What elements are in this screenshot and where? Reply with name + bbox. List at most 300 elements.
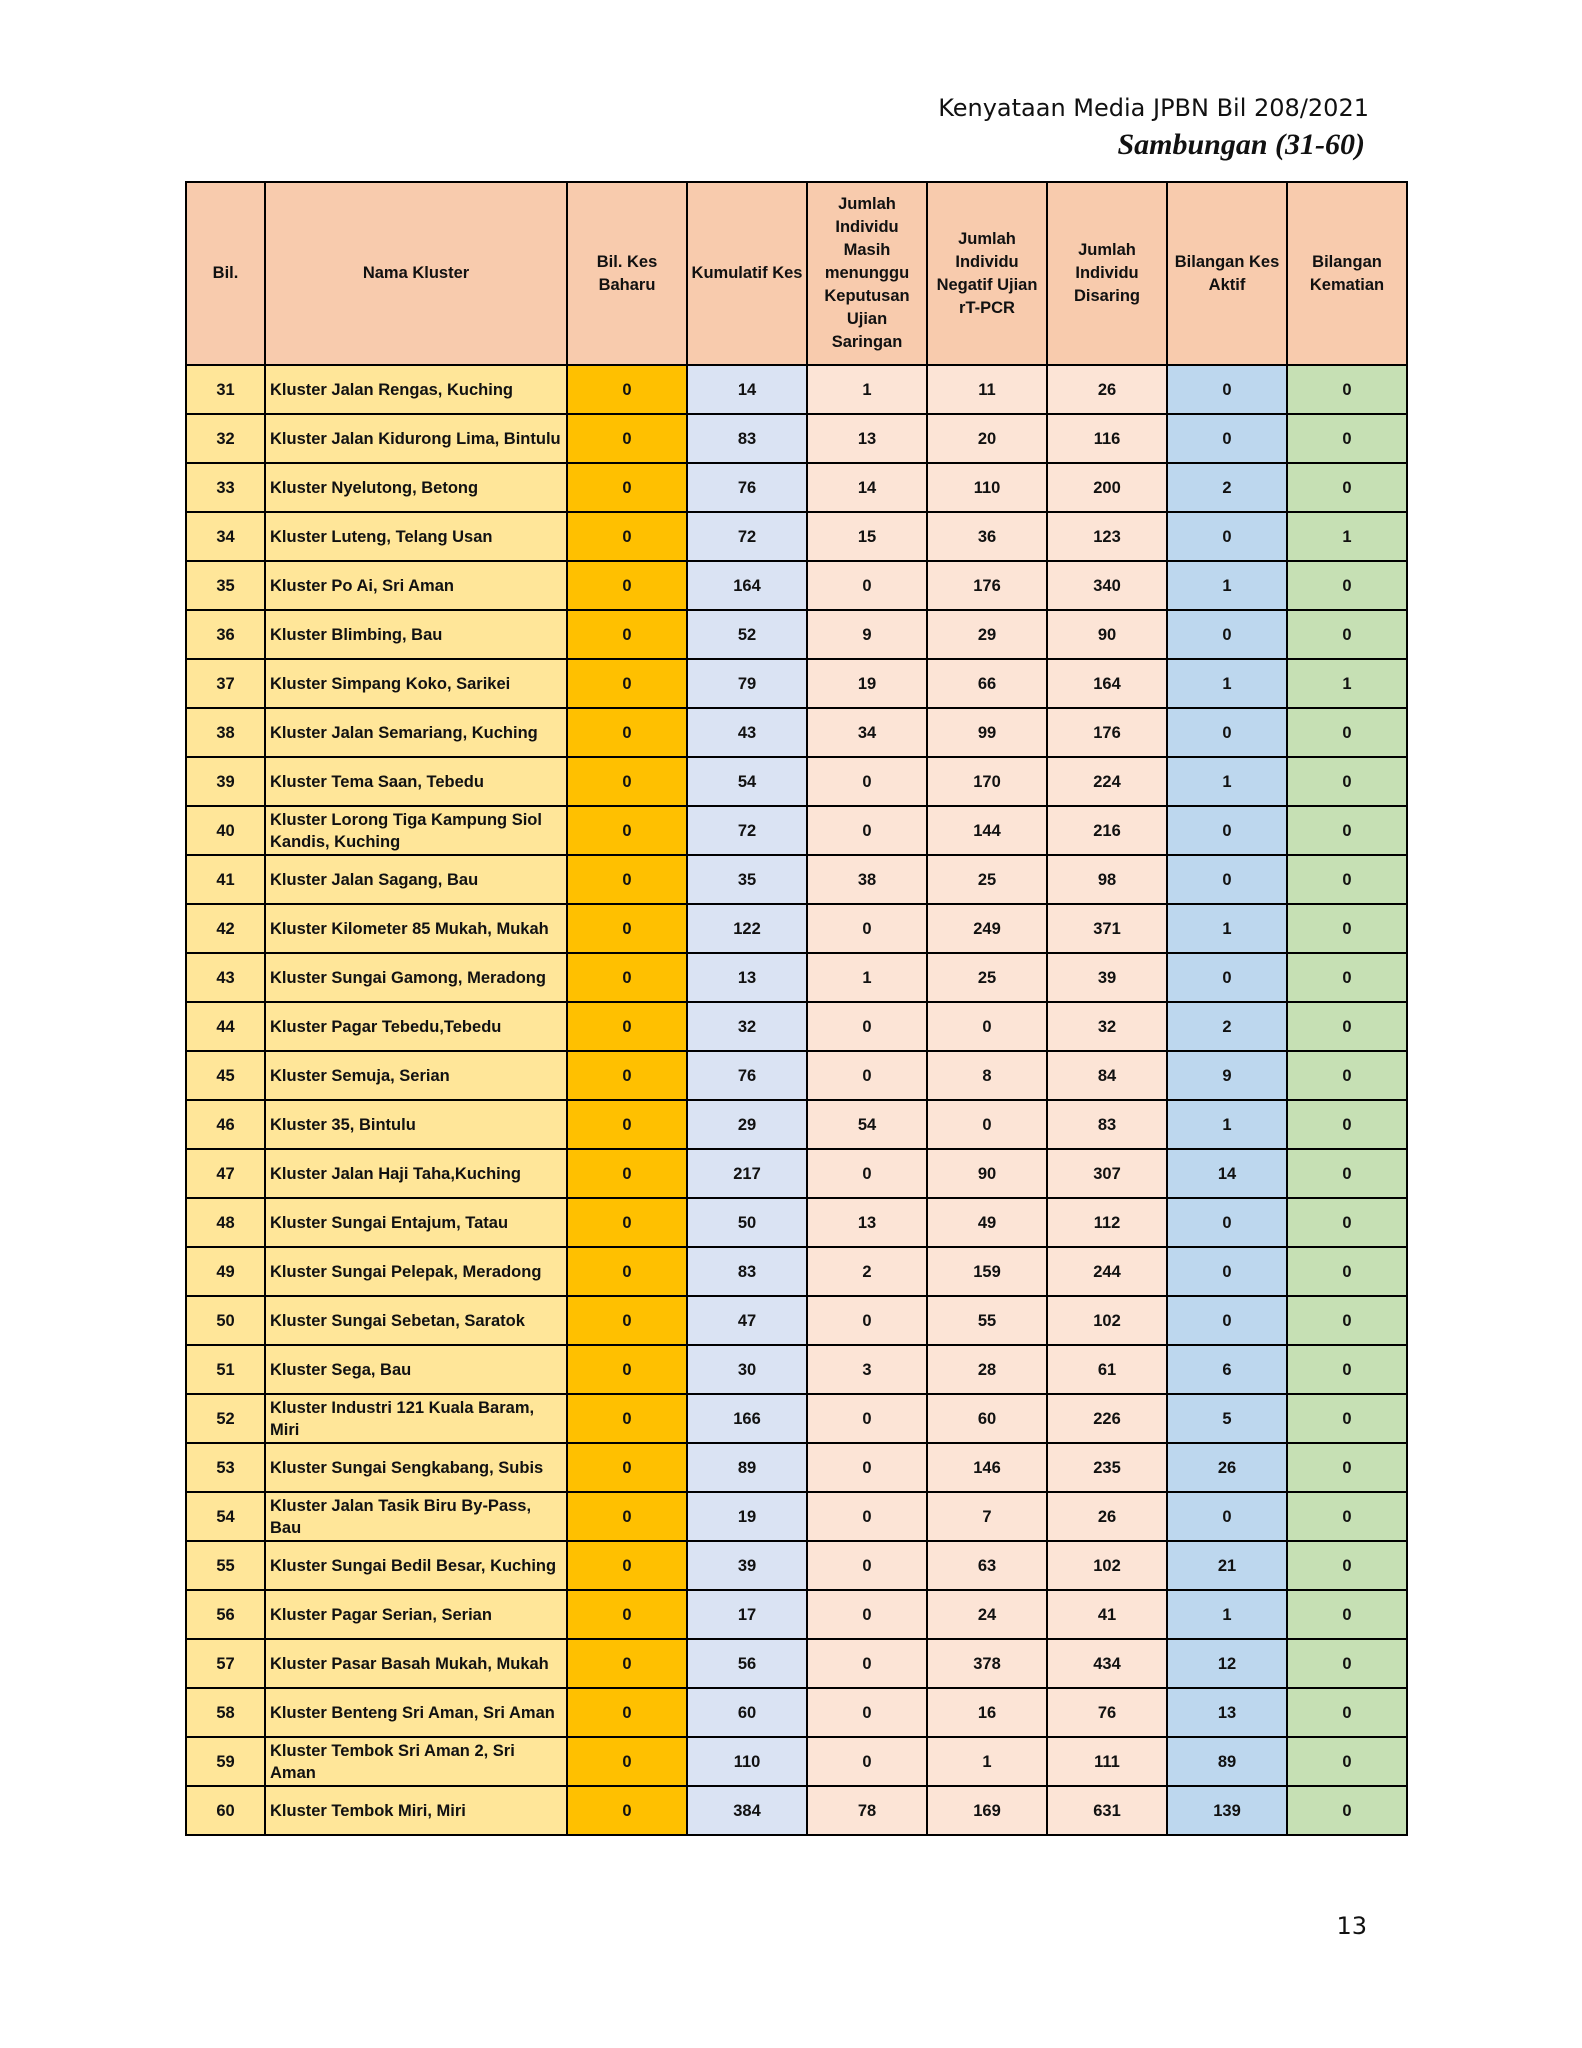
cell-disaring: 340	[1047, 561, 1167, 610]
cell-menunggu: 1	[807, 365, 927, 414]
cell-disaring: 41	[1047, 1590, 1167, 1639]
cell-menunggu: 15	[807, 512, 927, 561]
cell-bil: 57	[186, 1639, 265, 1688]
cell-kes-aktif: 0	[1167, 855, 1287, 904]
cell-bil: 50	[186, 1296, 265, 1345]
cell-kes-aktif: 0	[1167, 708, 1287, 757]
table-row	[186, 1345, 1407, 1394]
cell-menunggu: 0	[807, 1541, 927, 1590]
cell-nama-kluster: Kluster Sungai Pelepak, Meradong	[265, 1247, 567, 1296]
cell-disaring: 224	[1047, 757, 1167, 806]
cell-bil: 45	[186, 1051, 265, 1100]
cell-nama-kluster: Kluster Jalan Rengas, Kuching	[265, 365, 567, 414]
cell-kumulatif: 52	[687, 610, 807, 659]
cell-kes-baharu: 0	[567, 1198, 687, 1247]
cell-negatif: 378	[927, 1639, 1047, 1688]
cell-kumulatif: 76	[687, 1051, 807, 1100]
header-kematian: Bilangan Kematian	[1287, 182, 1407, 365]
cell-nama-kluster: Kluster Po Ai, Sri Aman	[265, 561, 567, 610]
cell-nama-kluster: Kluster 35, Bintulu	[265, 1100, 567, 1149]
table-row	[186, 1247, 1407, 1296]
cell-kematian: 0	[1287, 1688, 1407, 1737]
cell-bil: 52	[186, 1394, 265, 1443]
cell-kematian: 0	[1287, 1737, 1407, 1786]
cell-nama-kluster: Kluster Jalan Haji Taha,Kuching	[265, 1149, 567, 1198]
cell-kematian: 1	[1287, 659, 1407, 708]
table-row	[186, 1786, 1407, 1835]
cell-kematian: 0	[1287, 708, 1407, 757]
cell-negatif: 36	[927, 512, 1047, 561]
cell-negatif: 8	[927, 1051, 1047, 1100]
cell-disaring: 76	[1047, 1688, 1167, 1737]
cell-negatif: 28	[927, 1345, 1047, 1394]
cell-kematian: 0	[1287, 365, 1407, 414]
cell-menunggu: 19	[807, 659, 927, 708]
cell-kematian: 0	[1287, 1590, 1407, 1639]
cell-kes-aktif: 0	[1167, 610, 1287, 659]
cell-menunggu: 1	[807, 953, 927, 1002]
cell-kumulatif: 13	[687, 953, 807, 1002]
cell-kes-aktif: 0	[1167, 953, 1287, 1002]
cell-disaring: 176	[1047, 708, 1167, 757]
cell-negatif: 25	[927, 953, 1047, 1002]
cell-kematian: 0	[1287, 1786, 1407, 1835]
cell-negatif: 16	[927, 1688, 1047, 1737]
cell-nama-kluster: Kluster Pasar Basah Mukah, Mukah	[265, 1639, 567, 1688]
table-row	[186, 1737, 1407, 1786]
cell-kematian: 0	[1287, 953, 1407, 1002]
cell-disaring: 371	[1047, 904, 1167, 953]
cell-negatif: 55	[927, 1296, 1047, 1345]
cell-bil: 40	[186, 806, 265, 855]
cell-kematian: 0	[1287, 1443, 1407, 1492]
cell-nama-kluster: Kluster Pagar Serian, Serian	[265, 1590, 567, 1639]
cell-menunggu: 34	[807, 708, 927, 757]
cell-disaring: 26	[1047, 1492, 1167, 1541]
cell-negatif: 99	[927, 708, 1047, 757]
table-row	[186, 1492, 1407, 1541]
cell-menunggu: 14	[807, 463, 927, 512]
cell-kematian: 0	[1287, 463, 1407, 512]
cell-kes-aktif: 89	[1167, 1737, 1287, 1786]
header-disaring: Jumlah Individu Disaring	[1047, 182, 1167, 365]
cell-kes-baharu: 0	[567, 757, 687, 806]
cell-kes-baharu: 0	[567, 1394, 687, 1443]
cell-kes-baharu: 0	[567, 1296, 687, 1345]
table-row	[186, 1443, 1407, 1492]
header-negatif: Jumlah Individu Negatif Ujian rT-PCR	[927, 182, 1047, 365]
cell-kes-baharu: 0	[567, 561, 687, 610]
cell-negatif: 24	[927, 1590, 1047, 1639]
cell-bil: 58	[186, 1688, 265, 1737]
cell-menunggu: 0	[807, 1590, 927, 1639]
table-row	[186, 512, 1407, 561]
cell-menunggu: 0	[807, 1296, 927, 1345]
cell-kes-aktif: 1	[1167, 1100, 1287, 1149]
cell-kematian: 0	[1287, 1051, 1407, 1100]
table-row	[186, 904, 1407, 953]
cell-disaring: 216	[1047, 806, 1167, 855]
cell-kematian: 0	[1287, 1492, 1407, 1541]
table-row	[186, 561, 1407, 610]
cell-menunggu: 0	[807, 806, 927, 855]
cell-menunggu: 0	[807, 1149, 927, 1198]
cell-kes-aktif: 0	[1167, 414, 1287, 463]
cell-kematian: 0	[1287, 1198, 1407, 1247]
cell-negatif: 0	[927, 1100, 1047, 1149]
header-bil: Bil.	[186, 182, 265, 365]
cell-negatif: 29	[927, 610, 1047, 659]
cell-nama-kluster: Kluster Blimbing, Bau	[265, 610, 567, 659]
cell-kumulatif: 164	[687, 561, 807, 610]
cell-kes-baharu: 0	[567, 1590, 687, 1639]
cell-bil: 48	[186, 1198, 265, 1247]
cell-negatif: 66	[927, 659, 1047, 708]
cell-kes-aktif: 21	[1167, 1541, 1287, 1590]
cell-kematian: 0	[1287, 904, 1407, 953]
cell-kes-aktif: 0	[1167, 1198, 1287, 1247]
cell-kematian: 0	[1287, 1296, 1407, 1345]
cell-disaring: 226	[1047, 1394, 1167, 1443]
cell-kumulatif: 72	[687, 512, 807, 561]
table-row	[186, 1051, 1407, 1100]
table-row	[186, 1394, 1407, 1443]
cell-kumulatif: 89	[687, 1443, 807, 1492]
cell-kes-aktif: 1	[1167, 659, 1287, 708]
cell-kes-aktif: 1	[1167, 561, 1287, 610]
cell-nama-kluster: Kluster Nyelutong, Betong	[265, 463, 567, 512]
cell-nama-kluster: Kluster Jalan Semariang, Kuching	[265, 708, 567, 757]
cell-kumulatif: 19	[687, 1492, 807, 1541]
cell-bil: 42	[186, 904, 265, 953]
cell-kumulatif: 35	[687, 855, 807, 904]
cell-bil: 60	[186, 1786, 265, 1835]
cell-disaring: 39	[1047, 953, 1167, 1002]
cell-bil: 47	[186, 1149, 265, 1198]
cell-kes-baharu: 0	[567, 365, 687, 414]
cell-bil: 59	[186, 1737, 265, 1786]
table-row	[186, 1198, 1407, 1247]
table-row	[186, 708, 1407, 757]
header-nama-kluster: Nama Kluster	[265, 182, 567, 365]
cell-menunggu: 78	[807, 1786, 927, 1835]
cell-kematian: 0	[1287, 1149, 1407, 1198]
cell-kes-aktif: 1	[1167, 904, 1287, 953]
cell-kematian: 0	[1287, 1345, 1407, 1394]
cell-kumulatif: 384	[687, 1786, 807, 1835]
cell-kes-aktif: 9	[1167, 1051, 1287, 1100]
header-menunggu: Jumlah Individu Masih menunggu Keputusan Ujian Saringan	[807, 182, 927, 365]
cell-kumulatif: 166	[687, 1394, 807, 1443]
cell-kes-aktif: 1	[1167, 1590, 1287, 1639]
cell-menunggu: 0	[807, 904, 927, 953]
table-row	[186, 1639, 1407, 1688]
cell-kes-aktif: 0	[1167, 512, 1287, 561]
cell-menunggu: 0	[807, 1688, 927, 1737]
cell-kumulatif: 83	[687, 414, 807, 463]
cell-disaring: 434	[1047, 1639, 1167, 1688]
table-row	[186, 414, 1407, 463]
header-row	[186, 182, 1407, 365]
cell-nama-kluster: Kluster Sungai Sengkabang, Subis	[265, 1443, 567, 1492]
cluster-table	[185, 181, 1408, 1836]
cell-kumulatif: 47	[687, 1296, 807, 1345]
cell-disaring: 26	[1047, 365, 1167, 414]
cell-kumulatif: 217	[687, 1149, 807, 1198]
cell-disaring: 111	[1047, 1737, 1167, 1786]
cell-kumulatif: 29	[687, 1100, 807, 1149]
cell-kes-aktif: 139	[1167, 1786, 1287, 1835]
cell-kes-baharu: 0	[567, 806, 687, 855]
table-row	[186, 1149, 1407, 1198]
cell-menunggu: 13	[807, 1198, 927, 1247]
cell-bil: 49	[186, 1247, 265, 1296]
cell-menunggu: 0	[807, 561, 927, 610]
cell-kematian: 0	[1287, 855, 1407, 904]
cell-kes-baharu: 0	[567, 953, 687, 1002]
cell-kes-baharu: 0	[567, 904, 687, 953]
document-subheader: Sambungan (31-60)	[1117, 128, 1365, 161]
cell-kes-baharu: 0	[567, 1149, 687, 1198]
cell-kematian: 0	[1287, 1002, 1407, 1051]
cell-nama-kluster: Kluster Semuja, Serian	[265, 1051, 567, 1100]
cell-disaring: 61	[1047, 1345, 1167, 1394]
header-kes-baharu: Bil. Kes Baharu	[567, 182, 687, 365]
cell-negatif: 0	[927, 1002, 1047, 1051]
cell-bil: 39	[186, 757, 265, 806]
cell-negatif: 11	[927, 365, 1047, 414]
header-kumulatif: Kumulatif Kes	[687, 182, 807, 365]
cell-menunggu: 54	[807, 1100, 927, 1149]
cell-bil: 31	[186, 365, 265, 414]
cell-kes-baharu: 0	[567, 1492, 687, 1541]
cell-kumulatif: 50	[687, 1198, 807, 1247]
cell-nama-kluster: Kluster Benteng Sri Aman, Sri Aman	[265, 1688, 567, 1737]
cell-disaring: 83	[1047, 1100, 1167, 1149]
cell-disaring: 84	[1047, 1051, 1167, 1100]
cell-nama-kluster: Kluster Simpang Koko, Sarikei	[265, 659, 567, 708]
cell-bil: 32	[186, 414, 265, 463]
cell-disaring: 102	[1047, 1541, 1167, 1590]
cell-kes-baharu: 0	[567, 1688, 687, 1737]
cell-kumulatif: 30	[687, 1345, 807, 1394]
cell-nama-kluster: Kluster Tema Saan, Tebedu	[265, 757, 567, 806]
cell-kematian: 0	[1287, 610, 1407, 659]
cell-kumulatif: 39	[687, 1541, 807, 1590]
cell-kumulatif: 32	[687, 1002, 807, 1051]
cell-kes-baharu: 0	[567, 1247, 687, 1296]
cell-kes-aktif: 0	[1167, 1247, 1287, 1296]
cell-nama-kluster: Kluster Jalan Kidurong Lima, Bintulu	[265, 414, 567, 463]
cell-disaring: 123	[1047, 512, 1167, 561]
cell-kes-baharu: 0	[567, 512, 687, 561]
cell-menunggu: 38	[807, 855, 927, 904]
cell-kes-baharu: 0	[567, 1541, 687, 1590]
cell-negatif: 20	[927, 414, 1047, 463]
cell-disaring: 102	[1047, 1296, 1167, 1345]
cell-negatif: 90	[927, 1149, 1047, 1198]
cell-nama-kluster: Kluster Jalan Tasik Biru By-Pass, Bau	[265, 1492, 567, 1541]
cell-kes-aktif: 1	[1167, 757, 1287, 806]
cell-negatif: 169	[927, 1786, 1047, 1835]
cell-bil: 44	[186, 1002, 265, 1051]
cell-kumulatif: 72	[687, 806, 807, 855]
cell-negatif: 1	[927, 1737, 1047, 1786]
cell-disaring: 116	[1047, 414, 1167, 463]
table-row	[186, 757, 1407, 806]
cell-kes-aktif: 0	[1167, 365, 1287, 414]
cell-nama-kluster: Kluster Pagar Tebedu,Tebedu	[265, 1002, 567, 1051]
cell-kumulatif: 56	[687, 1639, 807, 1688]
cell-nama-kluster: Kluster Sungai Bedil Besar, Kuching	[265, 1541, 567, 1590]
cell-kumulatif: 76	[687, 463, 807, 512]
cell-disaring: 112	[1047, 1198, 1167, 1247]
cell-kes-baharu: 0	[567, 414, 687, 463]
cell-bil: 37	[186, 659, 265, 708]
cell-bil: 41	[186, 855, 265, 904]
cell-nama-kluster: Kluster Luteng, Telang Usan	[265, 512, 567, 561]
cell-kematian: 0	[1287, 757, 1407, 806]
cell-bil: 53	[186, 1443, 265, 1492]
table-row	[186, 1590, 1407, 1639]
cell-menunggu: 0	[807, 1002, 927, 1051]
cell-disaring: 98	[1047, 855, 1167, 904]
cell-disaring: 164	[1047, 659, 1167, 708]
cell-menunggu: 0	[807, 1443, 927, 1492]
cell-bil: 35	[186, 561, 265, 610]
cell-kes-aktif: 2	[1167, 1002, 1287, 1051]
table-row	[186, 1100, 1407, 1149]
cell-bil: 33	[186, 463, 265, 512]
cell-kematian: 0	[1287, 414, 1407, 463]
cell-menunggu: 0	[807, 1737, 927, 1786]
cell-kes-baharu: 0	[567, 1737, 687, 1786]
cell-bil: 38	[186, 708, 265, 757]
cell-bil: 54	[186, 1492, 265, 1541]
cell-negatif: 7	[927, 1492, 1047, 1541]
table-row	[186, 1002, 1407, 1051]
cell-kes-aktif: 2	[1167, 463, 1287, 512]
cell-kes-aktif: 5	[1167, 1394, 1287, 1443]
cell-kes-baharu: 0	[567, 610, 687, 659]
cell-bil: 34	[186, 512, 265, 561]
cell-kumulatif: 54	[687, 757, 807, 806]
cell-nama-kluster: Kluster Industri 121 Kuala Baram, Miri	[265, 1394, 567, 1443]
cell-disaring: 244	[1047, 1247, 1167, 1296]
cell-kes-aktif: 0	[1167, 1492, 1287, 1541]
cell-kumulatif: 83	[687, 1247, 807, 1296]
cell-kes-baharu: 0	[567, 1639, 687, 1688]
cell-bil: 36	[186, 610, 265, 659]
cell-bil: 51	[186, 1345, 265, 1394]
table-row	[186, 1541, 1407, 1590]
cell-negatif: 49	[927, 1198, 1047, 1247]
cell-kes-aktif: 12	[1167, 1639, 1287, 1688]
cell-kes-aktif: 6	[1167, 1345, 1287, 1394]
table-row	[186, 953, 1407, 1002]
cell-kematian: 0	[1287, 1639, 1407, 1688]
cell-menunggu: 0	[807, 1051, 927, 1100]
cell-nama-kluster: Kluster Sungai Gamong, Meradong	[265, 953, 567, 1002]
cell-kumulatif: 17	[687, 1590, 807, 1639]
document-header: Kenyataan Media JPBN Bil 208/2021	[938, 94, 1369, 122]
cell-kes-baharu: 0	[567, 1345, 687, 1394]
cell-menunggu: 0	[807, 1492, 927, 1541]
cell-kes-baharu: 0	[567, 855, 687, 904]
cell-menunggu: 13	[807, 414, 927, 463]
cell-kes-baharu: 0	[567, 1051, 687, 1100]
cell-menunggu: 0	[807, 757, 927, 806]
cell-bil: 46	[186, 1100, 265, 1149]
cell-kes-aktif: 26	[1167, 1443, 1287, 1492]
cell-negatif: 25	[927, 855, 1047, 904]
cell-kumulatif: 110	[687, 1737, 807, 1786]
table-header	[186, 182, 1407, 365]
cell-negatif: 110	[927, 463, 1047, 512]
cell-nama-kluster: Kluster Kilometer 85 Mukah, Mukah	[265, 904, 567, 953]
cell-kumulatif: 43	[687, 708, 807, 757]
header-kes-aktif: Bilangan Kes Aktif	[1167, 182, 1287, 365]
table-row	[186, 659, 1407, 708]
cell-nama-kluster: Kluster Sungai Entajum, Tatau	[265, 1198, 567, 1247]
cell-kes-baharu: 0	[567, 1100, 687, 1149]
cell-kumulatif: 14	[687, 365, 807, 414]
cell-menunggu: 0	[807, 1639, 927, 1688]
cell-nama-kluster: Kluster Tembok Miri, Miri	[265, 1786, 567, 1835]
cell-negatif: 249	[927, 904, 1047, 953]
cell-kematian: 0	[1287, 806, 1407, 855]
cell-kes-aktif: 0	[1167, 1296, 1287, 1345]
cell-menunggu: 3	[807, 1345, 927, 1394]
cell-disaring: 90	[1047, 610, 1167, 659]
cell-kematian: 0	[1287, 1247, 1407, 1296]
table-row	[186, 855, 1407, 904]
table-row	[186, 806, 1407, 855]
cell-nama-kluster: Kluster Jalan Sagang, Bau	[265, 855, 567, 904]
cell-disaring: 631	[1047, 1786, 1167, 1835]
page-number: 13	[1336, 1912, 1367, 1940]
cell-kes-baharu: 0	[567, 708, 687, 757]
cell-negatif: 146	[927, 1443, 1047, 1492]
cell-kes-baharu: 0	[567, 1002, 687, 1051]
cell-disaring: 32	[1047, 1002, 1167, 1051]
cell-kes-baharu: 0	[567, 1786, 687, 1835]
cell-menunggu: 0	[807, 1394, 927, 1443]
cell-negatif: 170	[927, 757, 1047, 806]
cell-nama-kluster: Kluster Tembok Sri Aman 2, Sri Aman	[265, 1737, 567, 1786]
cell-kematian: 0	[1287, 1541, 1407, 1590]
cell-kes-baharu: 0	[567, 463, 687, 512]
cell-negatif: 63	[927, 1541, 1047, 1590]
cell-negatif: 176	[927, 561, 1047, 610]
cell-menunggu: 9	[807, 610, 927, 659]
table-row	[186, 610, 1407, 659]
cell-nama-kluster: Kluster Sega, Bau	[265, 1345, 567, 1394]
cell-negatif: 159	[927, 1247, 1047, 1296]
table-body	[186, 365, 1407, 1835]
cell-bil: 56	[186, 1590, 265, 1639]
cell-kes-baharu: 0	[567, 1443, 687, 1492]
table-row	[186, 463, 1407, 512]
cell-disaring: 200	[1047, 463, 1167, 512]
cell-kematian: 0	[1287, 1394, 1407, 1443]
cell-negatif: 60	[927, 1394, 1047, 1443]
cell-kes-aktif: 14	[1167, 1149, 1287, 1198]
cell-kumulatif: 79	[687, 659, 807, 708]
table-row	[186, 1688, 1407, 1737]
cell-disaring: 235	[1047, 1443, 1167, 1492]
cell-kumulatif: 122	[687, 904, 807, 953]
